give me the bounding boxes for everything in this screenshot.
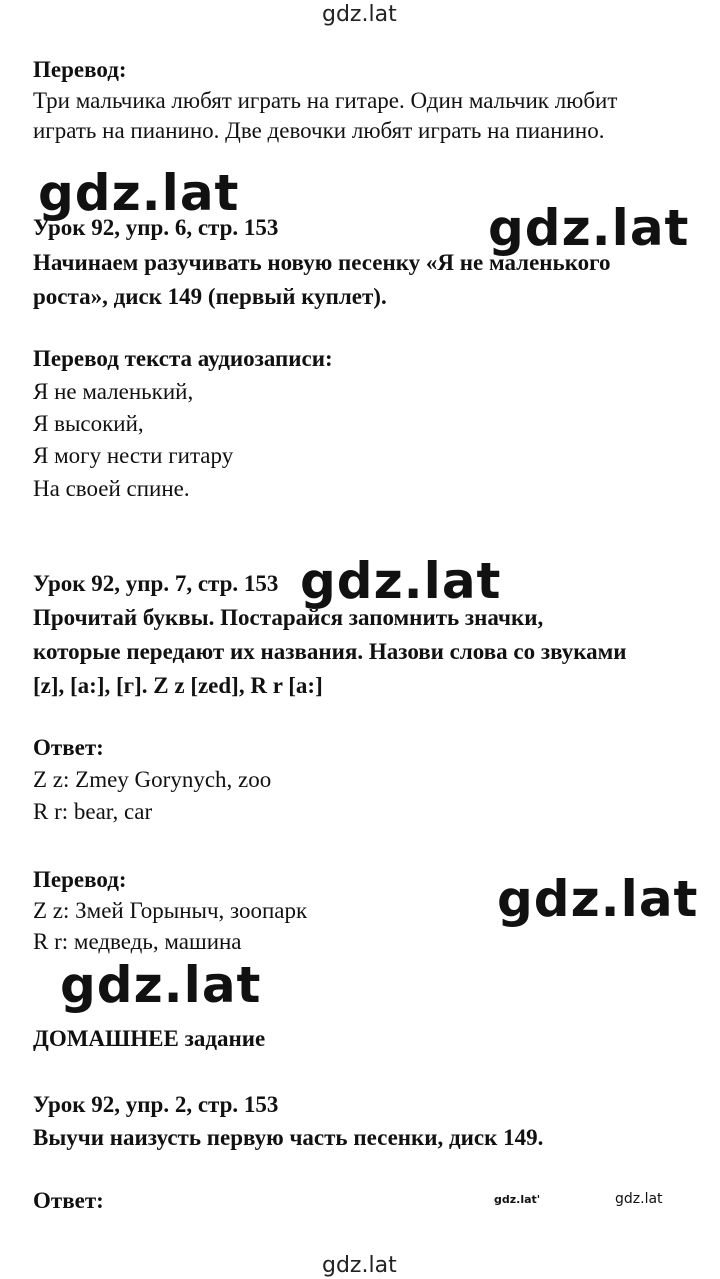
watermark-bottom: gdz.lat xyxy=(322,1253,397,1278)
exercise-title: Урок 92, упр. 7, стр. 153 xyxy=(33,571,279,596)
exercise-task-line: Прочитай буквы. Постарайся запомнить значки, xyxy=(33,605,544,630)
translation-heading: Перевод: xyxy=(33,57,127,82)
answer-heading: Перевод текста аудиозаписи: xyxy=(33,346,333,371)
exercise-task-line: [z], [a:], [г]. Z z [zed], R r [a:] xyxy=(33,673,323,698)
answer-heading: Ответ: xyxy=(33,735,104,760)
homework-heading: ДОМАШНЕЕ задание xyxy=(33,1026,266,1051)
exercise-task-line: которые передают их названия. Назови слова со звуками xyxy=(33,639,627,664)
watermark-big: gdz.lat xyxy=(497,870,699,928)
exercise-title: Урок 92, упр. 6, стр. 153 xyxy=(33,215,279,240)
answer-line: R r: bear, car xyxy=(33,799,153,824)
translation-line: играть на пианино. Две девочки любят играть на пианино. xyxy=(33,118,605,143)
translation-line: Z z: Змей Горыныч, зоопарк xyxy=(33,898,308,923)
translation-line: R r: медведь, машина xyxy=(33,929,242,954)
watermark-big: gdz.lat xyxy=(60,956,262,1014)
answer-heading: Ответ: xyxy=(33,1188,104,1213)
watermark-small: gdz.lat xyxy=(615,1191,663,1207)
exercise-title: Урок 92, упр. 2, стр. 153 xyxy=(33,1092,279,1117)
translation-heading: Перевод: xyxy=(33,867,127,892)
answer-line: Я высокий, xyxy=(33,411,144,436)
watermark-big: gdz.lat xyxy=(300,552,502,610)
answer-line: Я могу нести гитару xyxy=(33,443,234,468)
exercise-task-line: Начинаем разучивать новую песенку «Я не маленького xyxy=(33,250,611,275)
answer-line: На своей спине. xyxy=(33,476,190,501)
exercise-task-line: роста», диск 149 (первый куплет). xyxy=(33,284,387,309)
watermark-big: gdz.lat xyxy=(488,199,690,257)
translation-line: Три мальчика любят играть на гитаре. Один мальчик любит xyxy=(33,88,618,113)
answer-line: Я не маленький, xyxy=(33,379,194,404)
watermark-big: gdz.lat xyxy=(38,164,240,222)
watermark-top: gdz.lat xyxy=(322,2,397,27)
exercise-task-line: Выучи наизусть первую часть песенки, диск 149. xyxy=(33,1125,544,1150)
watermark-small: gdz.lat' xyxy=(494,1193,541,1206)
answer-line: Z z: Zmey Gorynych, zoo xyxy=(33,767,272,792)
